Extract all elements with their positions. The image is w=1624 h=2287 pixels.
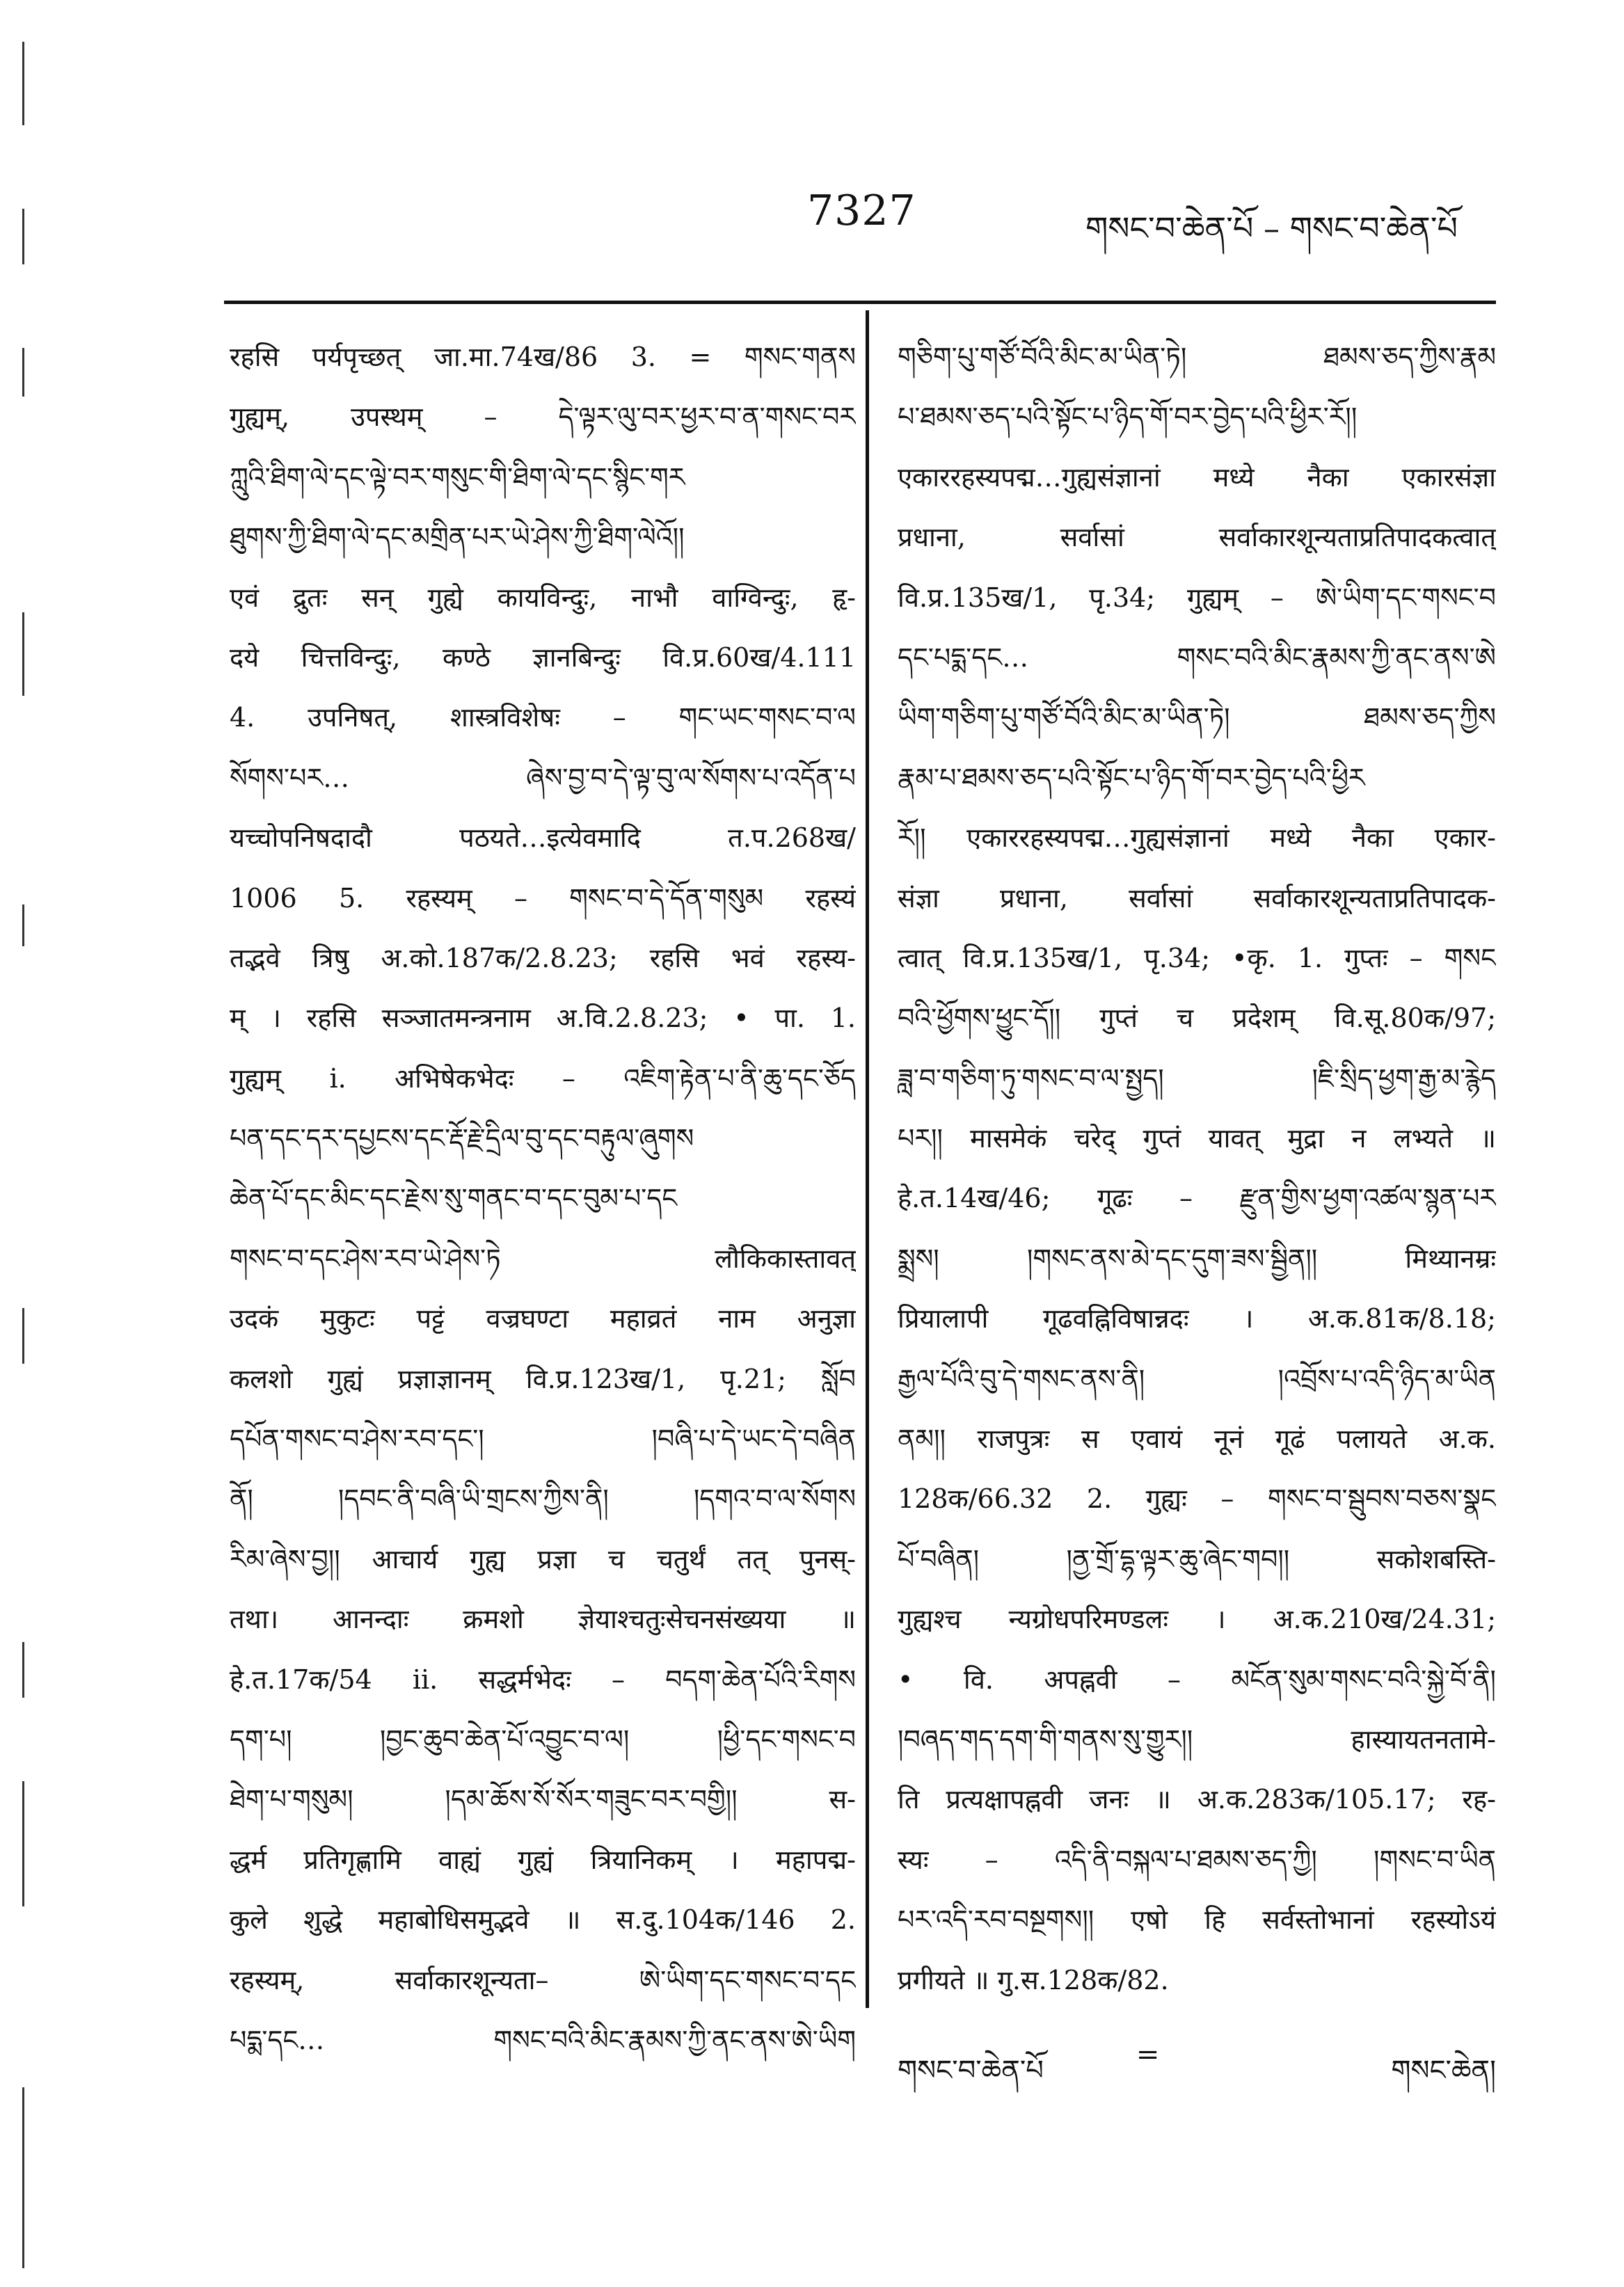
- text-line: པར་འདི་རབ་བསྔགས།། एषो हि सर्वस्तोभानां रहस्योऽयं: [898, 1904, 1496, 1936]
- text-line: ཀླུའི་ཐིག་ལེ་དང་ལྟེ་བར་གསུང་གི་ཐིག་ལེ་དང་སྙིང་གར: [230, 461, 685, 493]
- crossref-target: གསང་ཆེན།: [1391, 2055, 1496, 2087]
- edge-mark: [22, 1308, 24, 1364]
- page-number: 7327: [807, 186, 916, 235]
- text-line: रहसि पर्यपृच्छत् जा.मा.74ख/86 3. = གསང་གནས: [230, 342, 856, 372]
- text-line: हे.त.17क/54 ii. सद्धर्मभेदः – བདག་ཆེན་པོའི་རིགས: [230, 1664, 856, 1695]
- text-line: एकाररहस्यपद्म…गुह्यसंज्ञानां मध्ये नैका एकारसंज्ञा: [898, 461, 1496, 493]
- text-line: པོ་བཞིན། །ནྱ་གྲོ་དྷ་ལྟར་ཆུ་ཞེང་གབ།། सकोशबस्ति-: [898, 1543, 1496, 1575]
- scan-edge-marks: [13, 0, 40, 2287]
- text-line: प्रगीयते ॥ गु.स.128क/82.: [898, 1964, 1169, 1995]
- text-line: गुह्यम्, उपस्थम् – དེ་ལྟར་ལུ་བར་ཕྱར་བ་ན་གསང་བར: [230, 401, 856, 433]
- text-line: དག་པ། །བྱང་ཆུབ་ཆེན་པོ་འབྱུང་བ་ལ། །ཕྱི་དང་གསང་བ: [230, 1723, 856, 1755]
- text-line: गुह्यम् i. अभिषेकभेदः – འཇིག་རྟེན་པ་ནི་ཆུ་དང་ཅོད: [230, 1062, 856, 1094]
- edge-mark: [22, 1781, 24, 1906]
- left-column: [230, 327, 856, 2070]
- column-divider: [866, 310, 869, 2008]
- text-line: སོགས་པར… ཞེས་བྱ་བ་དེ་ལྟ་བུ་ལ་སོགས་པ་འདོན་པ: [230, 762, 856, 793]
- text-line: པར།། मासमेकं चरेद् गुप्तं यावत् मुद्रा न लभ्यते ॥: [898, 1123, 1496, 1154]
- text-line: प्रियालापी गूढवह्निविषान्नदः । अ.क.81क/8.18;: [898, 1303, 1496, 1334]
- text-line: तद्भवे त्रिषु अ.को.187क/2.8.23; रहसि भवं रहस्य-: [230, 942, 856, 973]
- text-line: रहस्यम्, सर्वाकारशून्यता– ཨེ་ཡིག་དང་གསང་བ་དང: [230, 1964, 856, 1995]
- text-line: གཅིག་པུ་གཙོ་བོའི་མིང་མ་ཡིན་ཏེ། ཐམས་ཅད་ཀྱིས་རྣམ: [898, 342, 1496, 372]
- crossref-term: གསང་བ་ཆེན་པོ: [898, 2055, 1044, 2087]
- text-line: དཔོན་གསང་བ་ཤེས་རབ་དང་། །བཞི་པ་དེ་ཡང་དེ་བཞིན: [230, 1424, 856, 1455]
- edge-mark: [22, 2087, 24, 2268]
- text-line: द्धर्म प्रतिगृह्णामि वाह्यं गुह्यं त्रियानिकम् । महापद्म-: [230, 1844, 856, 1875]
- text-line: 128क/66.32 2. गुह्यः – གསང་བ་སྦུབས་བཅས་སྣང: [898, 1483, 1496, 1515]
- text-line: པདྨ་དང… གསང་བའི་མིང་རྣམས་ཀྱི་ནང་ནས་ཨེ་ཡིག: [230, 2024, 856, 2055]
- text-line: ནམ།། राजपुत्रः स एवायं नूनं गूढं पलायते अ.क.: [898, 1424, 1496, 1455]
- text-line: ནོ། །དབང་ནི་བཞི་ཡི་གྲངས་ཀྱིས་ནི། །དགའ་བ་ལ་སོགས: [230, 1483, 856, 1515]
- text-line: པ་ཐམས་ཅད་པའི་སྟོང་པ་ཉིད་གོ་བར་བྱེད་པའི་ཕྱིར་རོ།།: [898, 401, 1358, 433]
- edge-mark: [22, 612, 24, 696]
- text-line: एवं द्रुतः सन् गुह्ये कायविन्दुः, नाभौ वाग्विन्दुः, हृ-: [230, 582, 856, 613]
- cross-reference-entry: [898, 2039, 1496, 2117]
- text-line: वि.प्र.135ख/1, पृ.34; गुह्यम् – ཨེ་ཡིག་དང་གསང་བ: [898, 582, 1496, 613]
- text-line: • वि. अपह्नवी – མངོན་སུམ་གསང་བའི་སྐྱེ་བོ་ནི།: [898, 1664, 1496, 1695]
- text-line: རིམ་ཞེས་བྱ།། आचार्य गुह्य प्रज्ञा च चतुर्थं तत् पुनस्-: [230, 1543, 856, 1575]
- edge-mark: [22, 42, 24, 125]
- text-line: ཟླ་བ་གཅིག་ཏུ་གསང་བ་ལ་སྤྱད། །ཇི་སྲིད་ཕྱག་རྒྱ་མ་རྙེད: [898, 1062, 1496, 1094]
- text-line: བའི་ཕྱོགས་ཕྱུང་དོ།། गुप्तं च प्रदेशम् वि.सू.80क/97;: [898, 1003, 1496, 1034]
- text-line: 4. उपनिषत्, शास्त्रविशेषः – གང་ཡང་གསང་བ་ལ: [230, 702, 856, 733]
- crossref-equals: =: [1136, 2039, 1160, 2071]
- text-line: །བཞད་གད་དག་གི་གནས་སུ་གྱུར།། हास्यायतनतामे-: [898, 1723, 1496, 1755]
- text-line: उदकं मुकुटः पट्टं वज्रघण्टा महाव्रतं नाम अनुज्ञा: [230, 1303, 856, 1334]
- text-line: 1006 5. रहस्यम् – གསང་བ་དེ་དོན་གསུམ रहस्यं: [230, 882, 856, 914]
- text-line: གསང་བ་དང་ཤེས་རབ་ཡེ་ཤེས་ཏེ लौकिकास्तावत्: [230, 1243, 856, 1274]
- text-line: ཐེག་པ་གསུམ། །དམ་ཆོས་སོ་སོར་གཟུང་བར་བགྱི།། स-: [230, 1784, 856, 1815]
- text-line: त्वात् वि.प्र.135ख/1, पृ.34; •कृ. 1. गुप्तः – གསང: [898, 942, 1496, 973]
- text-line: गुह्यश्च न्यग्रोधपरिमण्डलः । अ.क.210ख/24.31;: [898, 1604, 1496, 1635]
- text-line: སྨྲས། །གསང་ནས་མེ་དང་དུག་ཟས་སྦྱིན།། मिथ्यानम्रः: [898, 1243, 1496, 1274]
- text-line: यच्चोपनिषदादौ पठयते…इत्येवमादि त.प.268ख/: [230, 822, 856, 854]
- text-line: རྒྱལ་པོའི་བུ་དེ་གསང་ནས་ནི། །འབྲོས་པ་འདི་ཉིད་མ་ཡིན: [898, 1363, 1496, 1394]
- text-line: པན་དང་དར་དཔྱངས་དང་རྡོ་རྗེ་དྲིལ་བུ་དང་བརྟུལ་ཞུགས: [230, 1123, 694, 1154]
- text-line: कुले शुद्धे महाबोधिसमुद्भवे ॥ स.दु.104क/146 2.: [230, 1904, 856, 1936]
- text-line: म् । रहसि सञ्जातमन्त्रनाम अ.वि.2.8.23; • पा. 1.: [230, 1003, 856, 1034]
- text-line: ཐུགས་ཀྱི་ཐིག་ལེ་དང་མགྲིན་པར་ཡེ་ཤེས་ཀྱི་ཐིག་ལེའོ།།: [230, 522, 685, 553]
- text-line: ति प्रत्यक्षापह्नवी जनः ॥ अ.क.283क/105.17; रह-: [898, 1784, 1496, 1815]
- text-line: हे.त.14ख/46; गूढः – རྫུན་གྱིས་ཕྱག་འཚལ་སྙན་པར: [898, 1183, 1496, 1214]
- text-line: प्रधाना, सर्वासां सर्वाकारशून्यताप्रतिपादकत्वात्: [898, 522, 1496, 553]
- edge-mark: [22, 209, 24, 264]
- text-line: ཡིག་གཅིག་པུ་གཙོ་བོའི་མིང་མ་ཡིན་ཏེ། ཐམས་ཅད་ཀྱིས: [898, 702, 1496, 733]
- text-line: ཆེན་པོ་དང་མིང་དང་རྗེས་སུ་གནང་བ་དང་བུམ་པ་དང: [230, 1183, 678, 1214]
- right-column: [898, 327, 1496, 2010]
- edge-mark: [22, 348, 24, 397]
- text-line: स्यः – འདི་ནི་བསྐལ་པ་ཐམས་ཅད་ཀྱི། །གསང་བ་ཡིན: [898, 1844, 1496, 1875]
- running-headword: གསང་བ་ཆེན་པོ – གསང་བ་ཆེན་པོ: [1085, 209, 1458, 247]
- text-line: རྣམ་པ་ཐམས་ཅད་པའི་སྟོང་པ་ཉིད་གོ་བར་བྱེད་པའི་ཕྱིར: [898, 762, 1365, 793]
- header-rule: [224, 301, 1496, 304]
- edge-mark: [22, 1642, 24, 1698]
- text-line: संज्ञा प्रधाना, सर्वासां सर्वाकारशून्यताप्रतिपादक-: [898, 882, 1496, 914]
- text-line: དང་པདྨ་དང… གསང་བའི་མིང་རྣམས་ཀྱི་ནང་ནས་ཨེ: [898, 642, 1496, 673]
- text-line: तथा। आनन्दाः क्रमशो ज्ञेयाश्चतुःसेचनसंख्यया ॥: [230, 1604, 856, 1635]
- edge-mark: [22, 905, 24, 946]
- text-line: རོ།། एकाररहस्यपद्म…गुह्यसंज्ञानां मध्ये नैका एकार-: [898, 822, 1496, 854]
- text-line: दये चित्तविन्दुः, कण्ठे ज्ञानबिन्दुः वि.प्र.60ख/4.111: [230, 642, 856, 673]
- text-line: कलशो गुह्यं प्रज्ञाज्ञानम् वि.प्र.123ख/1, पृ.21; སློབ: [230, 1363, 856, 1394]
